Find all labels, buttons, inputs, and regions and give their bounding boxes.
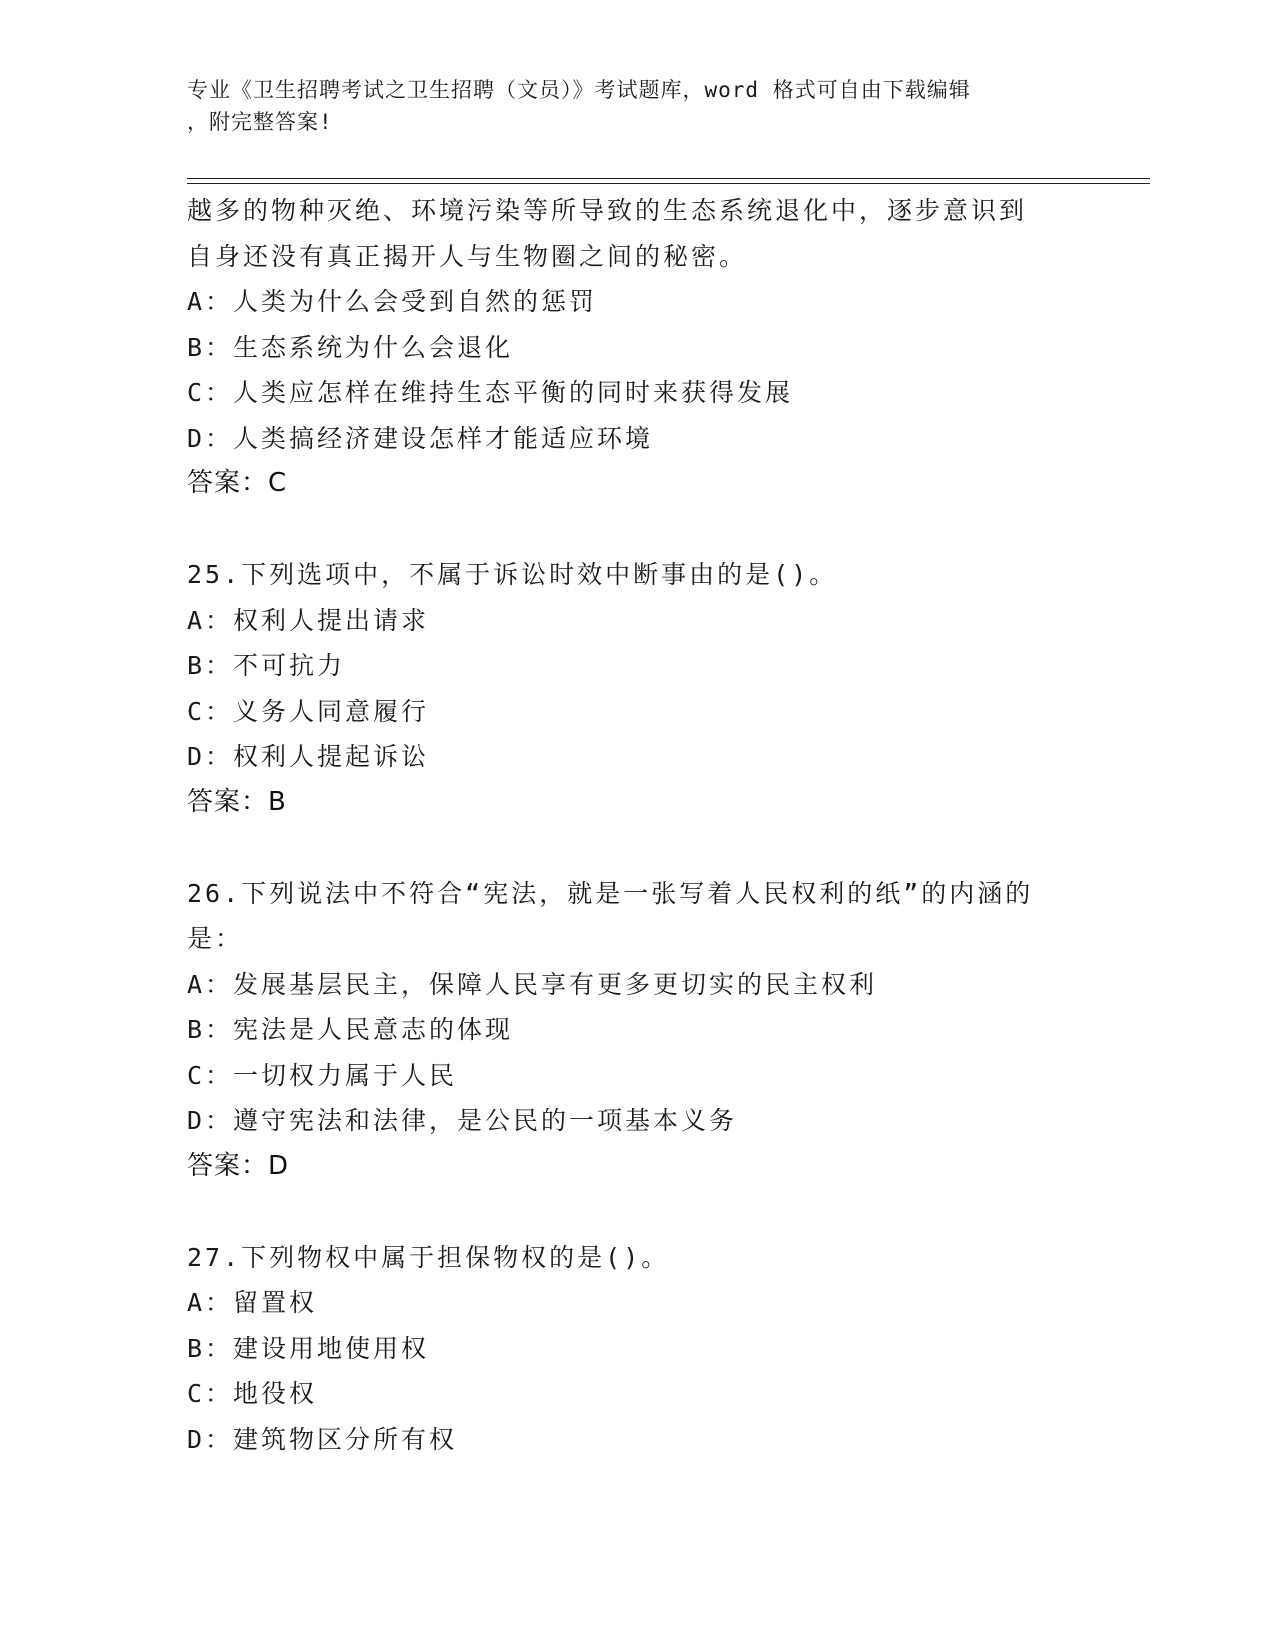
option-a: A：留置权: [187, 1288, 318, 1317]
question-stem-line: 自身还没有真正揭开人与生物圈之间的秘密。: [187, 241, 748, 271]
answer-label: 答案：B: [187, 786, 287, 817]
question-stem: 25.下列选项中，不属于诉讼时效中断事由的是()。: [187, 560, 838, 589]
spacer: [187, 507, 1087, 553]
header-line-2: ，附完整答案!: [187, 110, 333, 134]
question-stem-line: 越多的物种灭绝、环境污染等所导致的生态系统退化中，逐步意识到: [187, 196, 1028, 225]
spacer: [187, 1189, 1087, 1235]
option-d: D：权利人提起诉讼: [187, 742, 430, 771]
option-b: B：建设用地使用权: [187, 1333, 430, 1363]
question-stem: 27.下列物权中属于担保物权的是()。: [187, 1242, 670, 1272]
header-divider-bottom: [187, 183, 1150, 184]
option-a: A：权利人提出请求: [187, 605, 430, 635]
option-a: A：人类为什么会受到自然的惩罚: [187, 287, 598, 316]
question-stem: 26.下列说法中不符合“宪法，就是一张写着人民权利的纸”的内涵的: [187, 878, 1034, 908]
option-c: C：地役权: [187, 1379, 318, 1408]
question-block-26: [187, 871, 1087, 1190]
question-stem-continued: 是：: [187, 924, 244, 953]
header-line-1: 专业《卫生招聘考试之卫生招聘（文员）》考试题库，word 格式可自由下载编辑: [187, 78, 971, 102]
header-divider-top: [187, 178, 1150, 179]
question-block-continued: [187, 188, 1087, 507]
option-d: D：人类搞经济建设怎样才能适应环境: [187, 423, 654, 453]
option-d: D：建筑物区分所有权: [187, 1424, 458, 1454]
answer-label: 答案：D: [187, 1150, 290, 1181]
spacer: [187, 825, 1087, 871]
answer-label: 答案：C: [187, 468, 288, 498]
option-b: B：宪法是人民意志的体现: [187, 1015, 514, 1044]
question-block-27: [187, 1235, 1087, 1463]
document-header: [187, 74, 1067, 138]
option-b: B：生态系统为什么会退化: [187, 332, 514, 362]
option-c: C：人类应怎样在维持生态平衡的同时来获得发展: [187, 378, 794, 407]
option-c: C：义务人同意履行: [187, 696, 430, 726]
question-block-25: [187, 552, 1087, 825]
option-c: C：一切权力属于人民: [187, 1060, 458, 1090]
option-a: A：发展基层民主，保障人民享有更多更切实的民主权利: [187, 969, 878, 999]
question-list: [187, 188, 1087, 1462]
option-d: D：遵守宪法和法律，是公民的一项基本义务: [187, 1106, 738, 1135]
option-b: B：不可抗力: [187, 651, 346, 680]
